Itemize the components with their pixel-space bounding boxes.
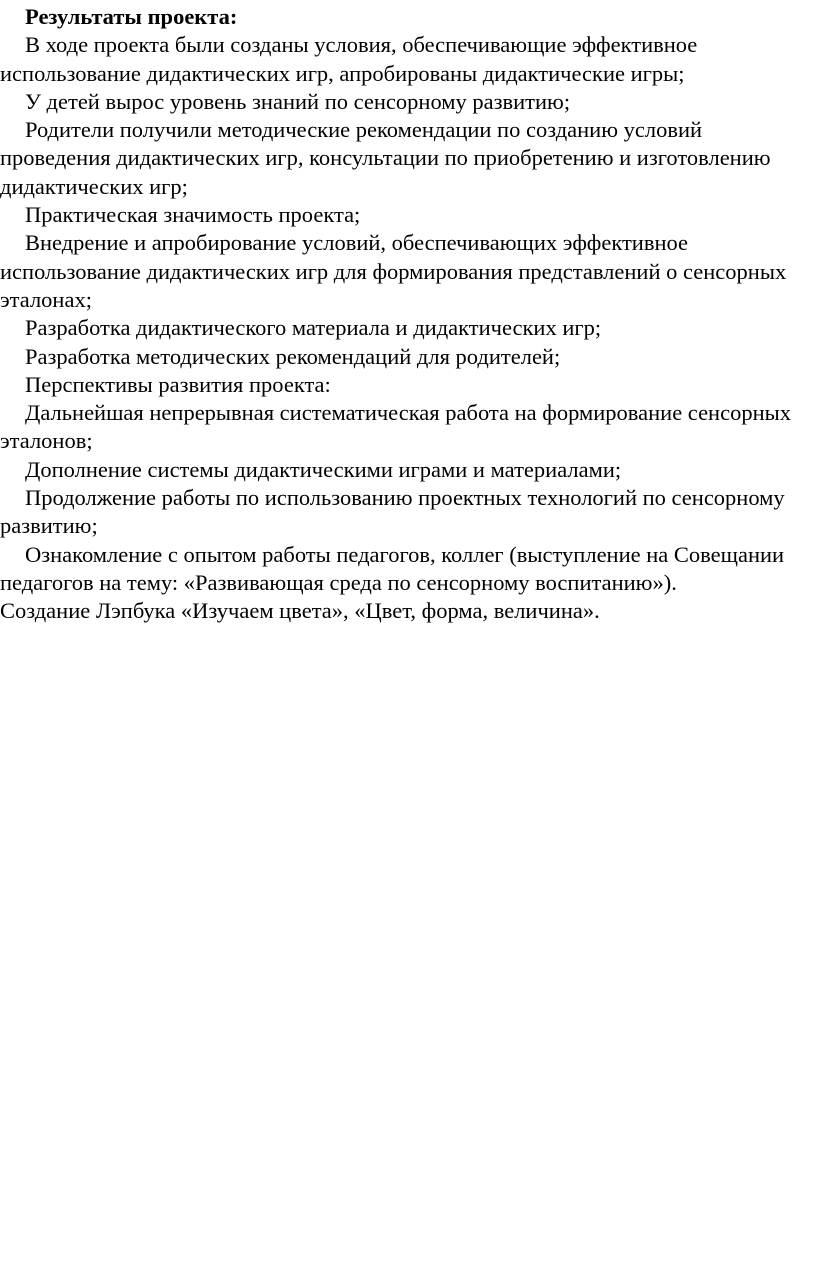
paragraph-prospects: Перспективы развития проекта: xyxy=(25,371,331,397)
paragraph-system-addition: Дополнение системы дидактическими играми и материалами; xyxy=(25,456,622,482)
section-heading: Результаты проекта: xyxy=(25,4,238,29)
paragraph-didactic-material: Разработка дидактического материала и дидактических игр; xyxy=(25,315,602,341)
paragraph-methodical-recommendations: Разработка методических рекомендаций для родителей; xyxy=(25,343,561,369)
paragraph-experience-sharing: Ознакомление с опытом работы педагогов, коллег (выступление на Совещании педагогов на тему: «Развивающая среда по сенсорному воспитанию»). xyxy=(0,541,785,595)
paragraph-conditions-created: В ходе проекта были созданы условия, обеспечивающие эффективное использование дидактических игр, апробированы дидактические игры; xyxy=(0,32,698,86)
paragraph-parents-recommendations: Родители получили методические рекомендации по созданию условий проведения дидактических игр, консультации по приобретению и изготовлению дидактических игр; xyxy=(0,117,771,199)
paragraph-lapbook: Создание Лэпбука «Изучаем цвета», «Цвет, форма, величина». xyxy=(0,598,600,624)
paragraph-implementation: Внедрение и апробирование условий, обеспечивающих эффективное использование дидактических игр для формирования представлений о сенсорных эталонах; xyxy=(0,230,787,312)
paragraph-project-technologies: Продолжение работы по использованию проектных технологий по сенсорному развитию; xyxy=(0,485,785,539)
paragraph-practical-significance: Практическая значимость проекта; xyxy=(25,202,361,228)
paragraph-continued-work: Дальнейшая непрерывная систематическая работа на формирование сенсорных эталонов; xyxy=(0,400,791,454)
paragraph-knowledge-level: У детей вырос уровень знаний по сенсорному развитию; xyxy=(25,88,571,114)
document-body xyxy=(0,3,812,626)
